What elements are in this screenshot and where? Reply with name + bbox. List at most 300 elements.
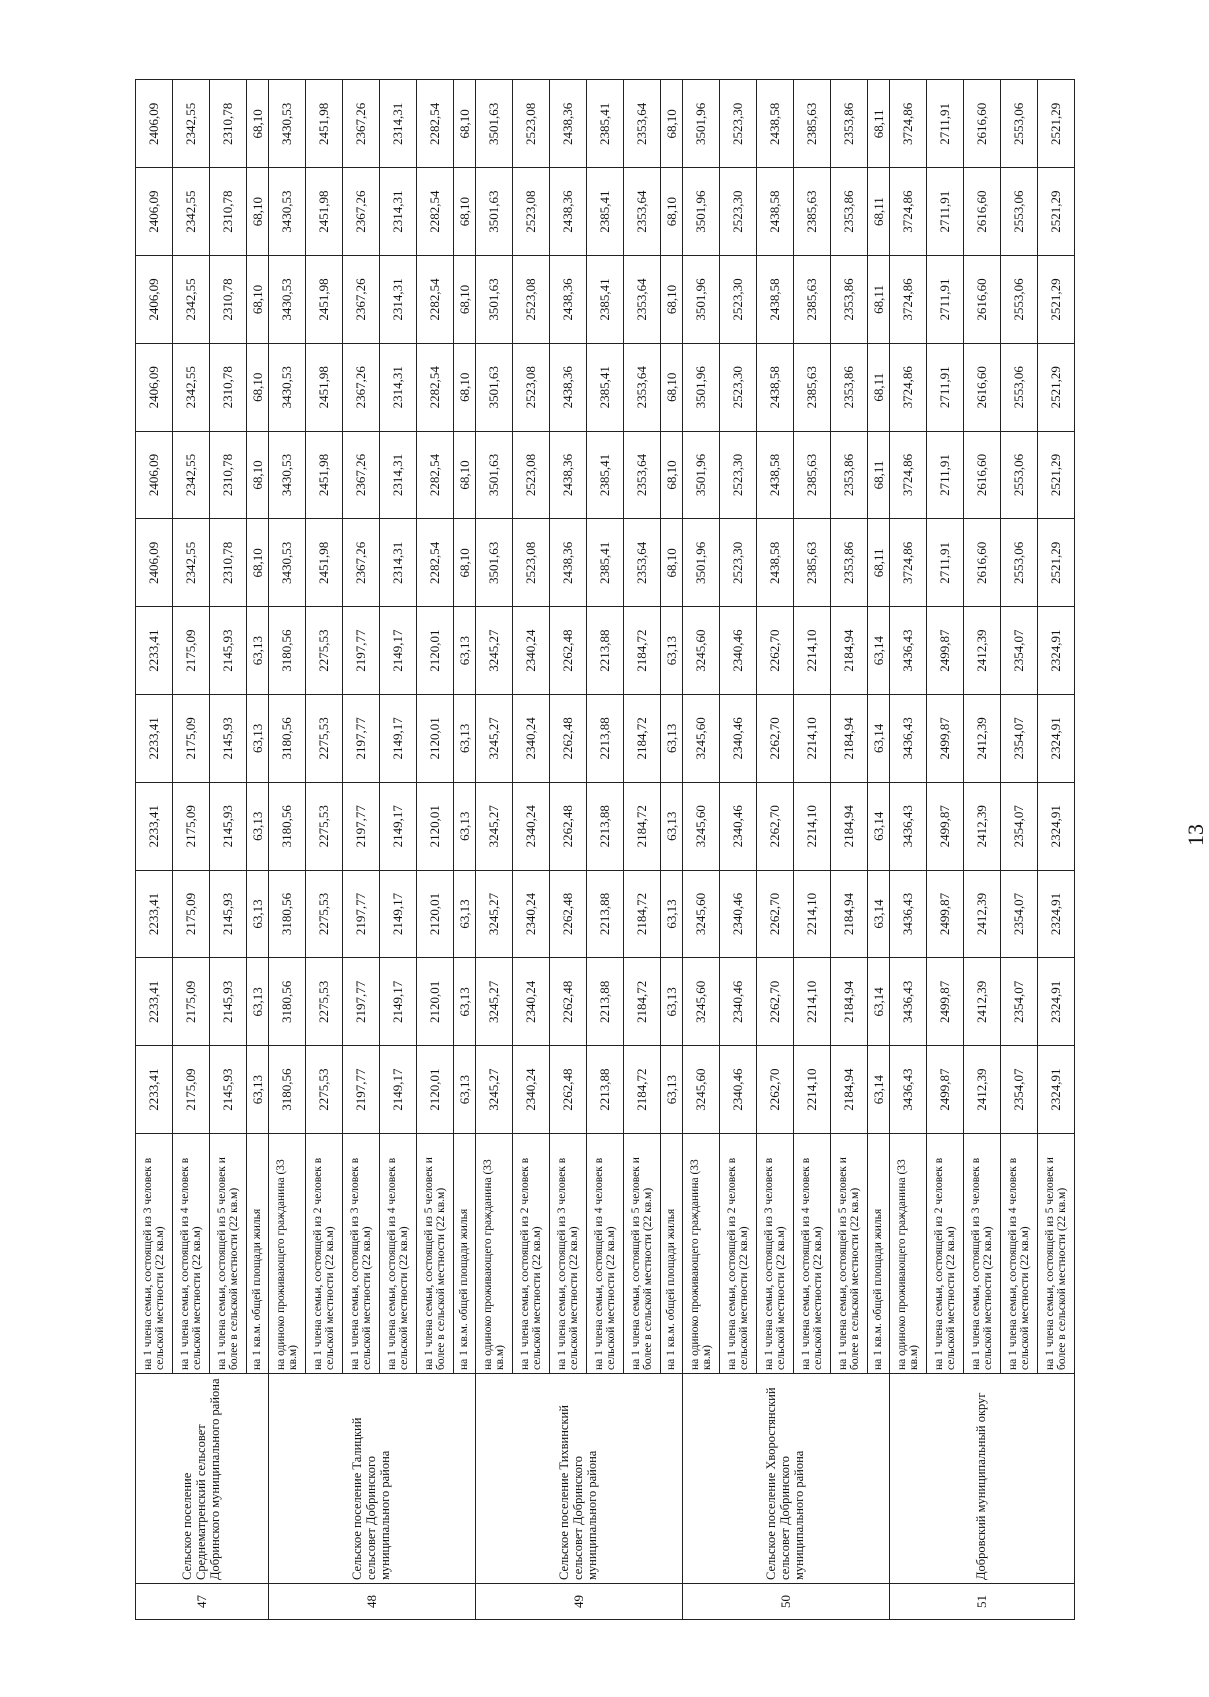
rate-value-cell: 2145,93: [210, 870, 247, 958]
rate-value-cell: 2385,63: [794, 80, 831, 168]
rate-value-cell: 68,10: [247, 343, 269, 431]
rate-value-cell: 3436,43: [890, 958, 927, 1046]
rate-value-cell: 2354,07: [1001, 958, 1038, 1046]
rate-value-cell: 3180,56: [269, 782, 306, 870]
rate-value-cell: 2616,60: [964, 431, 1001, 519]
rate-value-cell: 3245,60: [683, 695, 720, 783]
rate-value-cell: 2412,39: [964, 1046, 1001, 1134]
rate-value-cell: 2184,94: [831, 607, 868, 695]
rate-value-cell: 2451,98: [306, 80, 343, 168]
rate-value-cell: 2385,41: [587, 80, 624, 168]
rate-value-cell: 3724,86: [890, 519, 927, 607]
rate-value-cell: 2553,06: [1001, 431, 1038, 519]
rate-value-cell: 2438,36: [550, 519, 587, 607]
rate-value-cell: 2553,06: [1001, 343, 1038, 431]
rate-value-cell: 2197,77: [343, 870, 380, 958]
rate-value-cell: 2616,60: [964, 343, 1001, 431]
table-row: [683, 80, 720, 1620]
settlement-name: Сельское поселение Талицкий сельсовет Добринского муниципального района: [269, 1374, 476, 1584]
rate-value-cell: 2385,63: [794, 343, 831, 431]
norm-description: на 1 члена семьи, состоящей из 2 человек в сельской местности (22 кв.м): [927, 1134, 964, 1374]
rate-value-cell: 68,10: [661, 431, 683, 519]
rate-value-cell: 2354,07: [1001, 695, 1038, 783]
rate-value-cell: 63,13: [247, 870, 269, 958]
rate-value-cell: 3245,60: [683, 958, 720, 1046]
rate-value-cell: 2521,29: [1038, 519, 1075, 607]
rate-value-cell: 68,11: [868, 431, 890, 519]
rate-value-cell: 2521,29: [1038, 80, 1075, 168]
rate-value-cell: 2214,10: [794, 870, 831, 958]
rate-value-cell: 2385,63: [794, 431, 831, 519]
rate-value-cell: 2184,72: [624, 782, 661, 870]
rate-value-cell: 2711,91: [927, 519, 964, 607]
rate-value-cell: 2438,36: [550, 168, 587, 256]
settlement-name: Добровский муниципальный округ: [890, 1374, 1075, 1584]
norm-description: на одиноко проживающего гражданина (33 кв.м): [269, 1134, 306, 1374]
rate-value-cell: 2412,39: [964, 695, 1001, 783]
rate-value-cell: 3180,56: [269, 695, 306, 783]
rate-value-cell: 68,10: [247, 80, 269, 168]
rate-value-cell: 2310,78: [210, 519, 247, 607]
rate-value-cell: 2353,86: [831, 519, 868, 607]
rate-value-cell: 2353,86: [831, 256, 868, 344]
rate-value-cell: 68,10: [454, 431, 476, 519]
rate-value-cell: 2340,24: [513, 870, 550, 958]
rate-value-cell: 2262,70: [757, 607, 794, 695]
rate-value-cell: 63,14: [868, 1046, 890, 1134]
rate-value-cell: 3436,43: [890, 1046, 927, 1134]
rate-value-cell: 2213,88: [587, 958, 624, 1046]
norm-description: на одиноко проживающего гражданина (33 кв.м): [890, 1134, 927, 1374]
rate-value-cell: 3245,27: [476, 607, 513, 695]
rate-value-cell: 2553,06: [1001, 256, 1038, 344]
rate-value-cell: 2367,26: [343, 80, 380, 168]
rate-value-cell: 3245,27: [476, 695, 513, 783]
rate-value-cell: 3245,60: [683, 1046, 720, 1134]
rate-value-cell: 2145,93: [210, 607, 247, 695]
rate-value-cell: 3430,53: [269, 80, 306, 168]
rate-value-cell: 3436,43: [890, 695, 927, 783]
rate-value-cell: 3501,63: [476, 519, 513, 607]
rate-value-cell: 2353,86: [831, 80, 868, 168]
rate-value-cell: 2275,53: [306, 782, 343, 870]
rate-value-cell: 63,13: [661, 607, 683, 695]
rate-value-cell: 2353,64: [624, 80, 661, 168]
rate-value-cell: 2184,72: [624, 695, 661, 783]
rate-value-cell: 2262,70: [757, 870, 794, 958]
rate-value-cell: 2616,60: [964, 80, 1001, 168]
rate-value-cell: 2451,98: [306, 431, 343, 519]
rate-value-cell: 3430,53: [269, 519, 306, 607]
rate-value-cell: 2406,09: [136, 80, 173, 168]
rate-value-cell: 2262,70: [757, 1046, 794, 1134]
rate-value-cell: 3501,96: [683, 168, 720, 256]
rate-value-cell: 2214,10: [794, 607, 831, 695]
rate-value-cell: 2342,55: [173, 519, 210, 607]
rate-value-cell: 2451,98: [306, 343, 343, 431]
rate-value-cell: 3724,86: [890, 168, 927, 256]
rate-value-cell: 2145,93: [210, 782, 247, 870]
rate-value-cell: 2385,41: [587, 343, 624, 431]
norm-description: на 1 члена семьи, состоящей из 2 человек в сельской местности (22 кв.м): [513, 1134, 550, 1374]
rate-value-cell: 2553,06: [1001, 519, 1038, 607]
rate-value-cell: 68,10: [247, 168, 269, 256]
rate-value-cell: 3430,53: [269, 431, 306, 519]
rate-value-cell: 63,14: [868, 870, 890, 958]
rate-value-cell: 2406,09: [136, 431, 173, 519]
rate-value-cell: 2406,09: [136, 168, 173, 256]
rate-value-cell: 3436,43: [890, 782, 927, 870]
rate-value-cell: 2342,55: [173, 431, 210, 519]
rate-value-cell: 68,10: [454, 519, 476, 607]
rate-value-cell: 2438,58: [757, 343, 794, 431]
rate-value-cell: 2523,08: [513, 343, 550, 431]
rate-value-cell: 2499,87: [927, 695, 964, 783]
norm-description: на одиноко проживающего гражданина (33 кв.м): [683, 1134, 720, 1374]
rate-value-cell: 3180,56: [269, 870, 306, 958]
rate-value-cell: 63,13: [661, 870, 683, 958]
rate-value-cell: 63,13: [661, 958, 683, 1046]
rate-value-cell: 2521,29: [1038, 431, 1075, 519]
rate-value-cell: 2184,94: [831, 695, 868, 783]
row-group-index: 47: [136, 1584, 269, 1620]
norm-description: на 1 члена семьи, состоящей из 4 человек в сельской местности (22 кв.м): [587, 1134, 624, 1374]
rate-value-cell: 2385,63: [794, 519, 831, 607]
rate-value-cell: 2282,54: [417, 168, 454, 256]
rate-value-cell: 2213,88: [587, 1046, 624, 1134]
rate-value-cell: 2314,31: [380, 343, 417, 431]
rate-value-cell: 68,11: [868, 80, 890, 168]
table-row: [269, 80, 306, 1620]
rate-value-cell: 2523,30: [720, 343, 757, 431]
rate-value-cell: 2184,94: [831, 1046, 868, 1134]
rate-value-cell: 2367,26: [343, 431, 380, 519]
rate-value-cell: 2711,91: [927, 343, 964, 431]
rate-value-cell: 3501,63: [476, 80, 513, 168]
settlement-name: Сельское поселение Тихвинский сельсовет Добринского муниципального района: [476, 1374, 683, 1584]
rate-value-cell: 3245,27: [476, 782, 513, 870]
rate-value-cell: 2553,06: [1001, 168, 1038, 256]
rate-value-cell: 2262,48: [550, 782, 587, 870]
rate-value-cell: 63,14: [868, 607, 890, 695]
rate-value-cell: 2499,87: [927, 1046, 964, 1134]
rate-value-cell: 2367,26: [343, 256, 380, 344]
rate-value-cell: 2324,91: [1038, 870, 1075, 958]
rate-value-cell: 63,13: [454, 695, 476, 783]
rate-value-cell: 2523,30: [720, 431, 757, 519]
norm-description: на 1 члена семьи, состоящей из 4 человек в сельской местности (22 кв.м): [173, 1134, 210, 1374]
rate-value-cell: 68,10: [661, 519, 683, 607]
rate-value-cell: 2120,01: [417, 695, 454, 783]
rate-value-cell: 2310,78: [210, 256, 247, 344]
rate-value-cell: 68,10: [454, 343, 476, 431]
rate-value-cell: 63,13: [247, 607, 269, 695]
rate-value-cell: 2385,41: [587, 431, 624, 519]
rate-value-cell: 2310,78: [210, 431, 247, 519]
rate-value-cell: 2145,93: [210, 1046, 247, 1134]
rates-table: [135, 79, 1075, 1620]
rate-value-cell: 2175,09: [173, 958, 210, 1046]
rate-value-cell: 2262,48: [550, 958, 587, 1046]
rate-value-cell: 2412,39: [964, 958, 1001, 1046]
rate-value-cell: 2324,91: [1038, 695, 1075, 783]
table-row: [890, 80, 927, 1620]
rate-value-cell: 2553,06: [1001, 80, 1038, 168]
rate-value-cell: 2314,31: [380, 519, 417, 607]
rate-value-cell: 2275,53: [306, 695, 343, 783]
rate-value-cell: 3501,96: [683, 80, 720, 168]
row-group-index: 50: [683, 1584, 890, 1620]
rate-value-cell: 2616,60: [964, 519, 1001, 607]
table-row: [476, 80, 513, 1620]
rate-value-cell: 2213,88: [587, 695, 624, 783]
rate-value-cell: 2233,41: [136, 1046, 173, 1134]
rate-value-cell: 2353,64: [624, 256, 661, 344]
rate-value-cell: 2145,93: [210, 958, 247, 1046]
rate-value-cell: 2282,54: [417, 431, 454, 519]
rate-value-cell: 2340,24: [513, 695, 550, 783]
rate-value-cell: 2262,48: [550, 870, 587, 958]
rate-value-cell: 2438,36: [550, 256, 587, 344]
rate-value-cell: 2149,17: [380, 1046, 417, 1134]
rate-value-cell: 2385,63: [794, 256, 831, 344]
rate-value-cell: 2711,91: [927, 256, 964, 344]
rate-value-cell: 2499,87: [927, 870, 964, 958]
rate-value-cell: 2197,77: [343, 958, 380, 1046]
rate-value-cell: 2385,41: [587, 168, 624, 256]
rate-value-cell: 2438,36: [550, 431, 587, 519]
rate-value-cell: 3724,86: [890, 431, 927, 519]
rate-value-cell: 2523,30: [720, 256, 757, 344]
rate-value-cell: 2342,55: [173, 343, 210, 431]
rate-value-cell: 2412,39: [964, 607, 1001, 695]
rate-value-cell: 2354,07: [1001, 870, 1038, 958]
norm-description: на 1 кв.м. общей площади жилья: [868, 1134, 890, 1374]
rate-value-cell: 68,10: [247, 519, 269, 607]
norm-description: на 1 члена семьи, состоящей из 2 человек в сельской местности (22 кв.м): [306, 1134, 343, 1374]
rate-value-cell: 2175,09: [173, 782, 210, 870]
rate-value-cell: 2406,09: [136, 256, 173, 344]
rate-value-cell: 68,11: [868, 343, 890, 431]
rate-value-cell: 3430,53: [269, 256, 306, 344]
rate-value-cell: 2406,09: [136, 519, 173, 607]
rate-value-cell: 2711,91: [927, 80, 964, 168]
rate-value-cell: 2214,10: [794, 1046, 831, 1134]
rate-value-cell: 63,13: [661, 782, 683, 870]
rate-value-cell: 3180,56: [269, 958, 306, 1046]
rate-value-cell: 63,13: [247, 958, 269, 1046]
rate-value-cell: 2367,26: [343, 343, 380, 431]
rate-value-cell: 2275,53: [306, 958, 343, 1046]
rate-value-cell: 2275,53: [306, 1046, 343, 1134]
rate-value-cell: 2438,58: [757, 256, 794, 344]
rate-value-cell: 2523,08: [513, 519, 550, 607]
norm-description: на 1 члена семьи, состоящей из 5 человек и более в сельской местности (22 кв.м): [1038, 1134, 1075, 1374]
norm-description: на 1 члена семьи, состоящей из 5 человек и более в сельской местности (22 кв.м): [210, 1134, 247, 1374]
rate-value-cell: 2262,48: [550, 1046, 587, 1134]
rate-value-cell: 63,14: [868, 695, 890, 783]
rate-value-cell: 2175,09: [173, 870, 210, 958]
rate-value-cell: 3501,96: [683, 431, 720, 519]
rate-value-cell: 2120,01: [417, 782, 454, 870]
rate-value-cell: 2314,31: [380, 431, 417, 519]
rate-value-cell: 2149,17: [380, 870, 417, 958]
rate-value-cell: 3245,60: [683, 870, 720, 958]
rate-value-cell: 2197,77: [343, 607, 380, 695]
norm-description: на 1 члена семьи, состоящей из 3 человек в сельской местности (22 кв.м): [136, 1134, 173, 1374]
rate-value-cell: 3245,60: [683, 607, 720, 695]
rate-value-cell: 63,13: [454, 870, 476, 958]
rate-value-cell: 3501,96: [683, 519, 720, 607]
norm-description: на 1 члена семьи, состоящей из 5 человек и более в сельской местности (22 кв.м): [417, 1134, 454, 1374]
rate-value-cell: 2353,86: [831, 343, 868, 431]
rate-value-cell: 2438,58: [757, 519, 794, 607]
rate-value-cell: 2438,58: [757, 168, 794, 256]
norm-description: на 1 члена семьи, состоящей из 3 человек в сельской местности (22 кв.м): [757, 1134, 794, 1374]
norm-description: на одиноко проживающего гражданина (33 кв.м): [476, 1134, 513, 1374]
rate-value-cell: 63,13: [454, 782, 476, 870]
rate-value-cell: 2353,64: [624, 343, 661, 431]
rate-value-cell: 2367,26: [343, 519, 380, 607]
rate-value-cell: 3245,27: [476, 1046, 513, 1134]
rate-value-cell: 3180,56: [269, 607, 306, 695]
rate-value-cell: 2120,01: [417, 607, 454, 695]
rate-value-cell: 63,13: [247, 1046, 269, 1134]
rate-value-cell: 2451,98: [306, 256, 343, 344]
rate-value-cell: 2233,41: [136, 958, 173, 1046]
rate-value-cell: 68,10: [661, 168, 683, 256]
rate-value-cell: 2342,55: [173, 256, 210, 344]
norm-description: на 1 кв.м. общей площади жилья: [661, 1134, 683, 1374]
rate-value-cell: 68,11: [868, 168, 890, 256]
rate-value-cell: 2385,63: [794, 168, 831, 256]
rate-value-cell: 2342,55: [173, 168, 210, 256]
rate-value-cell: 2353,86: [831, 431, 868, 519]
rate-value-cell: 3501,63: [476, 256, 513, 344]
rate-value-cell: 2406,09: [136, 343, 173, 431]
rate-value-cell: 2314,31: [380, 80, 417, 168]
rate-value-cell: 2412,39: [964, 782, 1001, 870]
rate-value-cell: 2412,39: [964, 870, 1001, 958]
rate-value-cell: 2310,78: [210, 80, 247, 168]
rate-value-cell: 2314,31: [380, 256, 417, 344]
rate-value-cell: 2340,24: [513, 958, 550, 1046]
rate-value-cell: 2451,98: [306, 519, 343, 607]
rate-value-cell: 2353,64: [624, 519, 661, 607]
rate-value-cell: 2233,41: [136, 870, 173, 958]
norm-description: на 1 члена семьи, состоящей из 2 человек в сельской местности (22 кв.м): [720, 1134, 757, 1374]
rate-value-cell: 2340,24: [513, 1046, 550, 1134]
rate-value-cell: 2354,07: [1001, 607, 1038, 695]
rate-value-cell: 2213,88: [587, 607, 624, 695]
rate-value-cell: 2175,09: [173, 695, 210, 783]
rate-value-cell: 2149,17: [380, 958, 417, 1046]
rate-value-cell: 68,11: [868, 519, 890, 607]
rate-value-cell: 2521,29: [1038, 343, 1075, 431]
rate-value-cell: 2214,10: [794, 958, 831, 1046]
rate-value-cell: 3724,86: [890, 80, 927, 168]
norm-description: на 1 члена семьи, состоящей из 3 человек в сельской местности (22 кв.м): [343, 1134, 380, 1374]
rate-value-cell: 2324,91: [1038, 958, 1075, 1046]
norm-description: на 1 члена семьи, состоящей из 4 человек в сельской местности (22 кв.м): [794, 1134, 831, 1374]
norm-description: на 1 члена семьи, состоящей из 4 человек в сельской местности (22 кв.м): [380, 1134, 417, 1374]
rate-value-cell: 2262,70: [757, 958, 794, 1046]
rate-value-cell: 63,13: [454, 1046, 476, 1134]
rate-value-cell: 2262,48: [550, 607, 587, 695]
rate-value-cell: 2523,30: [720, 168, 757, 256]
rate-value-cell: 2282,54: [417, 519, 454, 607]
rate-value-cell: 3724,86: [890, 256, 927, 344]
page-number: 13: [1183, 824, 1208, 846]
rate-value-cell: 3430,53: [269, 343, 306, 431]
rate-value-cell: 68,10: [454, 168, 476, 256]
rate-value-cell: 2523,08: [513, 168, 550, 256]
rate-value-cell: 2233,41: [136, 782, 173, 870]
norm-description: на 1 кв.м. общей площади жилья: [247, 1134, 269, 1374]
rate-value-cell: 2282,54: [417, 80, 454, 168]
rate-value-cell: 2197,77: [343, 695, 380, 783]
rate-value-cell: 3501,96: [683, 256, 720, 344]
rate-value-cell: 2353,64: [624, 431, 661, 519]
rate-value-cell: 2616,60: [964, 256, 1001, 344]
rate-value-cell: 2314,31: [380, 168, 417, 256]
norm-description: на 1 члена семьи, состоящей из 5 человек и более в сельской местности (22 кв.м): [831, 1134, 868, 1374]
rate-value-cell: 3501,63: [476, 168, 513, 256]
rate-value-cell: 2324,91: [1038, 607, 1075, 695]
rate-value-cell: 2175,09: [173, 1046, 210, 1134]
rate-value-cell: 2214,10: [794, 782, 831, 870]
rate-value-cell: 63,13: [247, 695, 269, 783]
rate-value-cell: 2324,91: [1038, 782, 1075, 870]
rotated-page-content: [125, 0, 1208, 1680]
rate-value-cell: 2184,94: [831, 782, 868, 870]
rate-value-cell: 2354,07: [1001, 1046, 1038, 1134]
rate-value-cell: 68,10: [454, 256, 476, 344]
rate-value-cell: 68,10: [661, 343, 683, 431]
rate-value-cell: 2145,93: [210, 695, 247, 783]
rate-value-cell: 3436,43: [890, 870, 927, 958]
norm-description: на 1 члена семьи, состоящей из 3 человек в сельской местности (22 кв.м): [550, 1134, 587, 1374]
rate-value-cell: 2499,87: [927, 958, 964, 1046]
rate-value-cell: 2324,91: [1038, 1046, 1075, 1134]
rate-value-cell: 2275,53: [306, 870, 343, 958]
rate-value-cell: 63,13: [247, 782, 269, 870]
rate-value-cell: 2438,58: [757, 80, 794, 168]
rate-value-cell: 2120,01: [417, 958, 454, 1046]
rate-value-cell: 2184,72: [624, 1046, 661, 1134]
rate-value-cell: 2184,72: [624, 958, 661, 1046]
rate-value-cell: 63,13: [454, 607, 476, 695]
norm-description: на 1 члена семьи, состоящей из 4 человек в сельской местности (22 кв.м): [1001, 1134, 1038, 1374]
rate-value-cell: 2523,30: [720, 80, 757, 168]
rate-value-cell: 2385,41: [587, 519, 624, 607]
rate-value-cell: 2354,07: [1001, 782, 1038, 870]
rate-value-cell: 3180,56: [269, 1046, 306, 1134]
rate-value-cell: 2340,46: [720, 695, 757, 783]
rate-value-cell: 63,14: [868, 782, 890, 870]
rate-value-cell: 2340,46: [720, 782, 757, 870]
rate-value-cell: 2340,24: [513, 782, 550, 870]
rate-value-cell: 2262,48: [550, 695, 587, 783]
norm-description: на 1 члена семьи, состоящей из 5 человек и более в сельской местности (22 кв.м): [624, 1134, 661, 1374]
rate-value-cell: 2184,72: [624, 870, 661, 958]
rate-value-cell: 3501,63: [476, 431, 513, 519]
rate-value-cell: 2523,08: [513, 80, 550, 168]
rate-value-cell: 2175,09: [173, 607, 210, 695]
rate-value-cell: 2197,77: [343, 782, 380, 870]
rate-value-cell: 68,11: [868, 256, 890, 344]
rate-value-cell: 2214,10: [794, 695, 831, 783]
